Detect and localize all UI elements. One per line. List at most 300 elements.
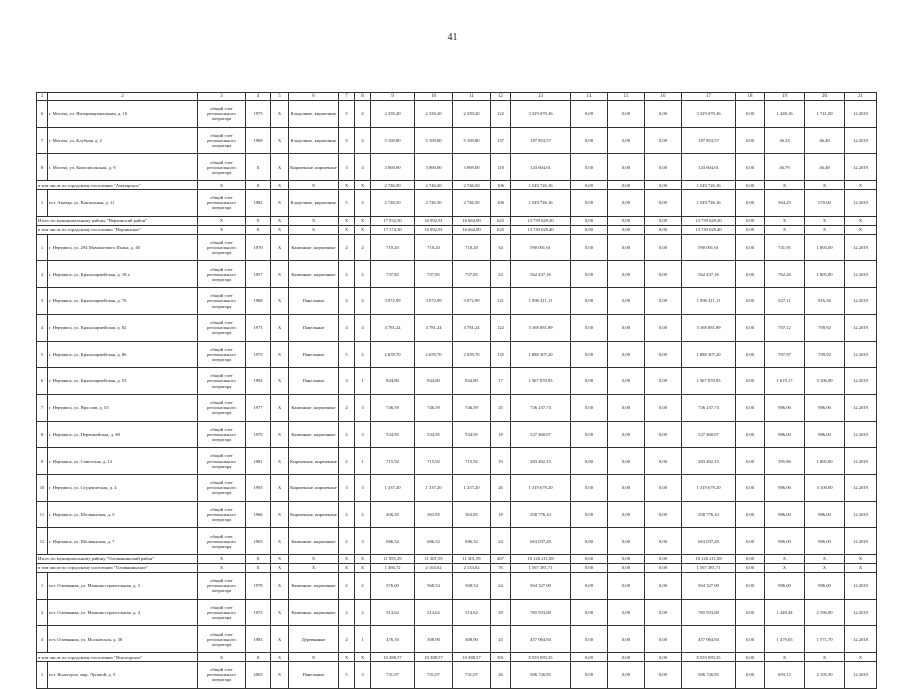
column-number: 1	[37, 93, 48, 101]
table-cell: 0,00	[645, 564, 682, 573]
table-cell: 0,00	[736, 626, 765, 653]
table-cell: 746,59	[371, 394, 415, 421]
table-cell: 3	[355, 394, 371, 421]
table-cell: 0,00	[645, 653, 682, 662]
table-cell: 762,26	[765, 261, 805, 288]
table-cell: 506 726,85	[511, 662, 571, 689]
table-cell: 737,85	[453, 261, 491, 288]
column-number: 10	[415, 93, 453, 101]
table-cell: 2	[339, 501, 355, 528]
table-row	[37, 261, 877, 288]
table-cell: Х	[765, 181, 805, 190]
table-cell: 986,00	[805, 573, 845, 600]
table-cell: 3 168 081,89	[511, 314, 571, 341]
table-cell: 534,95	[453, 421, 491, 448]
table-cell: 12.2019	[845, 573, 877, 600]
table-cell: 4	[339, 288, 355, 315]
subtotal-row	[37, 181, 877, 190]
address-cell: пгт. Оловянная, ул. Московская, д. 38	[48, 626, 198, 653]
table-row	[37, 341, 877, 368]
table-cell: Х	[845, 216, 877, 225]
address-cell: г. Могоча, ул. Комсомольская, д. 9	[48, 154, 198, 181]
table-cell: 1963	[246, 528, 271, 555]
table-cell: 5	[339, 341, 355, 368]
table-cell: Х	[805, 653, 845, 662]
table-cell: Х	[198, 555, 246, 564]
table-cell: 0,00	[736, 154, 765, 181]
table-cell: Х	[271, 626, 289, 653]
table-cell: общий счет регионального оператора	[198, 421, 246, 448]
table-cell: 986,00	[805, 528, 845, 555]
address-cell: г. Нерчинск, ул. Первомайская, д. 80	[48, 421, 198, 448]
table-cell: Х	[339, 216, 355, 225]
table-cell: 1992	[246, 368, 271, 395]
table-cell: 11	[37, 501, 48, 528]
table-cell: 765 933,69	[682, 599, 736, 626]
table-cell: 715,92	[371, 448, 415, 475]
table-cell: Х	[289, 181, 339, 190]
table-cell: 24	[491, 261, 511, 288]
table-cell: 986,00	[805, 421, 845, 448]
table-cell: 590 001,61	[682, 234, 736, 261]
table-cell: Х	[339, 555, 355, 564]
table-cell: 1 567 381,71	[682, 564, 736, 573]
table-cell: 2 196,00	[805, 599, 845, 626]
table-row	[37, 314, 877, 341]
table-cell: 1	[37, 662, 48, 689]
table-cell: 0,00	[645, 127, 682, 154]
address-cell: г. Нерчинск, ул. Ярослав, д. 53	[48, 394, 198, 421]
column-number: 19	[765, 93, 805, 101]
table-cell: 627,11	[765, 288, 805, 315]
table-cell: Панельные	[289, 314, 339, 341]
table-cell: 457 064,94	[511, 626, 571, 653]
table-cell: Х	[765, 555, 805, 564]
table-cell: Х	[271, 564, 289, 573]
table-cell: 12.2019	[845, 190, 877, 217]
table-cell: Х	[271, 101, 289, 128]
table-cell: 1982	[246, 190, 271, 217]
table-cell: 709,92	[805, 341, 845, 368]
table-row	[37, 501, 877, 528]
table-cell: Х	[246, 154, 271, 181]
subtotal-label: в том числе по городскому поселению "Оловяннинское"	[37, 564, 198, 573]
table-cell: 3 069,00	[453, 154, 491, 181]
table-row	[37, 599, 877, 626]
table-cell: Х	[805, 181, 845, 190]
table-cell: общий счет регионального оператора	[198, 154, 246, 181]
table-cell: 2 339,20	[453, 101, 491, 128]
table-cell: 10	[37, 474, 48, 501]
table-cell: 1 549 726,16	[682, 190, 736, 217]
table-cell: Каменные, кирпичные	[289, 573, 339, 600]
table-cell: Х	[845, 555, 877, 564]
table-cell: 0,00	[571, 573, 608, 600]
table-cell: Х	[289, 564, 339, 573]
table-cell: 391	[491, 653, 511, 662]
table-cell: 308,90	[415, 626, 453, 653]
table-cell: 746,59	[453, 394, 491, 421]
table-cell: 0,00	[571, 181, 608, 190]
subtotal-row	[37, 225, 877, 234]
table-cell: 25	[491, 394, 511, 421]
table-cell: 0,00	[571, 216, 608, 225]
table-cell: 18	[491, 501, 511, 528]
table-cell: Х	[355, 564, 371, 573]
table-cell: 10 126 211,08	[682, 555, 736, 564]
table-cell: 11 301,59	[453, 555, 491, 564]
table-cell: 0,00	[608, 662, 645, 689]
table-cell: 986,00	[765, 394, 805, 421]
table-cell: 17 174,30	[371, 225, 415, 234]
table-cell: Панельные	[289, 662, 339, 689]
table-cell: 0,00	[571, 341, 608, 368]
column-number: 7	[339, 93, 355, 101]
table-cell: Х	[271, 421, 289, 448]
table-cell: Кирпичные, кирпичные	[289, 154, 339, 181]
table-cell: 3	[339, 474, 355, 501]
address-cell: пгт. Оловянная, ул. Машиностроительная, д. 4	[48, 599, 198, 626]
table-cell: 0,00	[608, 653, 645, 662]
table-cell: 0,00	[608, 154, 645, 181]
table-cell: 0,00	[608, 626, 645, 653]
table-cell: 1 549 726,16	[511, 181, 571, 190]
table-cell: 0,00	[608, 288, 645, 315]
table-cell: Х	[355, 225, 371, 234]
table-cell: 3 106,00	[805, 368, 845, 395]
table-cell: 0,00	[736, 573, 765, 600]
table-cell: Х	[271, 127, 289, 154]
table-cell: 8	[37, 421, 48, 448]
subtotal-label: Итого по муниципальному району "Оловяннинский район"	[37, 555, 198, 564]
table-cell: 3	[355, 528, 371, 555]
table-cell: общий счет регионального оператора	[198, 474, 246, 501]
table-cell: 0,00	[571, 662, 608, 689]
table-cell: 2 659,70	[371, 341, 415, 368]
table-cell: общий счет регионального оператора	[198, 501, 246, 528]
address-cell: г. Нерчинск, ул. 294 Мамонтового Полка, д. 40	[48, 234, 198, 261]
table-cell: 5	[339, 190, 355, 217]
table-cell: 590 001,61	[511, 234, 571, 261]
table-cell: общий счет регионального оператора	[198, 626, 246, 653]
table-cell: 686,32	[371, 528, 415, 555]
table-cell: 1 337,20	[371, 474, 415, 501]
table-cell: 0,00	[571, 599, 608, 626]
table-cell: 7	[37, 127, 48, 154]
table-row	[37, 662, 877, 689]
table-cell: 358 776,10	[511, 501, 571, 528]
table-cell: Х	[271, 225, 289, 234]
table-row	[37, 528, 877, 555]
table-row	[37, 394, 877, 421]
table-cell: 0,00	[571, 234, 608, 261]
table-cell: 0,00	[571, 528, 608, 555]
table-cell: 3	[339, 154, 355, 181]
subtotal-row	[37, 653, 877, 662]
table-cell: Х	[271, 528, 289, 555]
table-cell: 0,00	[645, 225, 682, 234]
table-cell: Х	[271, 341, 289, 368]
address-cell: г. Нерчинск, ул. Шелкинская, д. 5	[48, 501, 198, 528]
table-cell: 0,00	[608, 234, 645, 261]
table-cell: 1973	[246, 314, 271, 341]
table-cell: 2 746,50	[371, 190, 415, 217]
table-cell: 0,00	[608, 225, 645, 234]
table-cell: 12.2019	[845, 288, 877, 315]
table-cell: Х	[805, 216, 845, 225]
table-cell: 1 567 381,71	[511, 564, 571, 573]
table-cell: 1	[355, 368, 371, 395]
table-cell: Х	[289, 216, 339, 225]
table-cell: 2 659,70	[415, 341, 453, 368]
table-cell: Х	[355, 555, 371, 564]
table-body	[37, 93, 877, 689]
table-cell: Х	[805, 564, 845, 573]
table-cell: 10 126 211,08	[511, 555, 571, 564]
table-cell: 3 329 070,16	[511, 101, 571, 128]
table-cell: Х	[198, 216, 246, 225]
table-cell: 0,00	[645, 234, 682, 261]
table-cell: 8	[37, 154, 48, 181]
table-cell: 5	[339, 662, 355, 689]
address-cell: г. Нерчинск, ул. Красноармейская, д. 53	[48, 368, 198, 395]
table-cell: 308,90	[453, 626, 491, 653]
table-cell: 0,00	[645, 501, 682, 528]
table-cell: 8 559 095,35	[682, 653, 736, 662]
table-cell: 731,07	[453, 662, 491, 689]
table-cell: 916,36	[805, 288, 845, 315]
table-cell: Х	[339, 225, 355, 234]
table-cell: 0,00	[645, 474, 682, 501]
table-cell: 1 367 870,95	[682, 368, 736, 395]
table-cell: 0,00	[571, 555, 608, 564]
table-cell: 0,00	[736, 528, 765, 555]
table-cell: 26	[491, 474, 511, 501]
table-cell: 19	[491, 448, 511, 475]
table-cell: 4	[355, 101, 371, 128]
table-cell: 2 105,50	[805, 662, 845, 689]
table-cell: 17 932,50	[371, 216, 415, 225]
table-cell: 2003	[246, 662, 271, 689]
table-cell: Деревянные	[289, 626, 339, 653]
column-number: 13	[511, 93, 571, 101]
table-cell: 46,79	[765, 154, 805, 181]
table-cell: 12.2019	[845, 599, 877, 626]
table-row	[37, 368, 877, 395]
address-cell: г. Нерчинск, ул. Шелкинская, д. 7	[48, 528, 198, 555]
table-cell: 710,20	[453, 234, 491, 261]
table-cell: 5	[37, 341, 48, 368]
table-cell: 534,95	[415, 421, 453, 448]
table-cell: 1 996 411,11	[682, 288, 736, 315]
column-number: 9	[371, 93, 415, 101]
table-cell: 2	[355, 261, 371, 288]
subtotal-label: в том числе по городскому поселению "Амазарское"	[37, 181, 198, 190]
table-cell: 4 781,24	[453, 314, 491, 341]
table-cell: 2	[339, 234, 355, 261]
table-cell: 1977	[246, 394, 271, 421]
table-cell: 12.2018	[845, 626, 877, 653]
table-cell: 3	[355, 474, 371, 501]
table-cell: 1983	[246, 626, 271, 653]
table-cell: 0,00	[645, 573, 682, 600]
table-cell: 2 163,62	[415, 564, 453, 573]
table-cell: 527 460,07	[682, 421, 736, 448]
table-cell: Х	[271, 154, 289, 181]
table-cell: 0,00	[645, 216, 682, 225]
table-cell: 0,00	[571, 564, 608, 573]
table-cell: 1 888 307,20	[682, 341, 736, 368]
table-cell: 0,00	[571, 127, 608, 154]
table-cell: 564 327,00	[682, 573, 736, 600]
address-cell: пгт. Оловянная, ул. Машиностроительная, д. 3	[48, 573, 198, 600]
table-cell: 0,00	[736, 564, 765, 573]
table-cell: 4	[355, 190, 371, 217]
table-cell: 3	[339, 368, 355, 395]
table-cell: Кладочные, кирпичные	[289, 127, 339, 154]
table-cell: 0,00	[645, 555, 682, 564]
table-cell: 3 072,99	[371, 288, 415, 315]
table-cell: 5 169,80	[371, 127, 415, 154]
address-cell: г. Нерчинск, ул. Красноармейская, д. 76	[48, 288, 198, 315]
table-cell: Панельные	[289, 341, 339, 368]
table-cell: Х	[765, 216, 805, 225]
table-cell: Кладочные, кирпичные	[289, 190, 339, 217]
table-cell: 0,00	[736, 288, 765, 315]
table-cell: 106	[491, 190, 511, 217]
table-cell: Х	[289, 653, 339, 662]
table-cell: общий счет регионального оператора	[198, 101, 246, 128]
table-cell: 2 746,50	[453, 181, 491, 190]
table-cell: 0,00	[608, 421, 645, 448]
table-cell: общий счет регионального оператора	[198, 314, 246, 341]
table-cell: 0,00	[571, 653, 608, 662]
table-cell: общий счет регионального оператора	[198, 573, 246, 600]
column-number: 20	[805, 93, 845, 101]
table-cell: 2 339,20	[371, 101, 415, 128]
table-cell: 3 100,00	[805, 474, 845, 501]
table-cell: Х	[271, 181, 289, 190]
table-cell: 693,15	[765, 662, 805, 689]
address-cell: г. Нерчинск, ул. Красноармейская, д. 86	[48, 341, 198, 368]
table-cell: 0,00	[645, 662, 682, 689]
table-cell: 844,80	[453, 368, 491, 395]
table-cell: 12.2019	[845, 341, 877, 368]
table-cell: 0,00	[736, 341, 765, 368]
table-cell: 686,32	[453, 528, 491, 555]
table-cell: 2	[339, 448, 355, 475]
table-cell: 3 072,99	[415, 288, 453, 315]
table-cell: 0,00	[608, 599, 645, 626]
table-cell: 135	[491, 341, 511, 368]
table-cell: 0,00	[571, 101, 608, 128]
table-cell: 0,00	[571, 394, 608, 421]
table-cell: Х	[271, 288, 289, 315]
table-cell: 0,00	[645, 288, 682, 315]
table-cell: 3	[355, 421, 371, 448]
table-row	[37, 448, 877, 475]
table-cell: 1	[37, 234, 48, 261]
table-cell: общий счет регионального оператора	[198, 341, 246, 368]
table-cell: 0,00	[736, 662, 765, 689]
table-cell: 570,00	[805, 190, 845, 217]
table-cell: 986,00	[765, 474, 805, 501]
table-cell: 0,00	[736, 501, 765, 528]
table-cell: Кладочные, кирпичные	[289, 101, 339, 128]
table-cell: Х	[271, 368, 289, 395]
table-cell: 143 604,61	[682, 154, 736, 181]
table-cell: 283 492,15	[511, 448, 571, 475]
table-cell: 0,00	[608, 314, 645, 341]
table-cell: 10 388,57	[453, 653, 491, 662]
table-cell: Х	[246, 653, 271, 662]
table-cell: 1 337,20	[453, 474, 491, 501]
table-cell: 2	[339, 261, 355, 288]
table-cell: 12.2019	[845, 154, 877, 181]
table-cell: 6	[37, 368, 48, 395]
table-cell: 4 781,24	[415, 314, 453, 341]
table-cell: 6	[37, 101, 48, 128]
table-cell: 0,00	[645, 261, 682, 288]
table-cell: 5 169,80	[453, 127, 491, 154]
address-cell: пгт. Амазар, ул. Вокзальная, д. 11	[48, 190, 198, 217]
table-cell: 12	[37, 528, 48, 555]
table-cell: 0,00	[571, 225, 608, 234]
table-cell: 3 072,99	[453, 288, 491, 315]
table-cell: 1 549 726,16	[511, 190, 571, 217]
table-cell: Х	[339, 564, 355, 573]
table-cell: 1 549 726,16	[682, 181, 736, 190]
table-cell: Х	[246, 555, 271, 564]
table-cell: 0,00	[571, 474, 608, 501]
table-cell: 0,00	[571, 501, 608, 528]
table-cell: 1957	[246, 261, 271, 288]
table-cell: 358 776,10	[682, 501, 736, 528]
table-cell: общий счет регионального оператора	[198, 127, 246, 154]
table-cell: 986,00	[805, 501, 845, 528]
table-cell: 5	[339, 101, 355, 128]
table-cell: 187 853,57	[682, 127, 736, 154]
table-cell: Х	[765, 225, 805, 234]
table-cell: 3 069,00	[415, 154, 453, 181]
table-cell: 1978	[246, 573, 271, 600]
table-cell: 12.2019	[845, 448, 877, 475]
table-cell: Каменные, кирпичные	[289, 394, 339, 421]
table-cell: 0,00	[736, 368, 765, 395]
table-cell: 0,00	[645, 528, 682, 555]
table-cell: 457 064,94	[682, 626, 736, 653]
table-cell: Х	[845, 225, 877, 234]
table-cell: Х	[289, 225, 339, 234]
table-cell: 1	[355, 626, 371, 653]
column-number: 5	[271, 93, 289, 101]
table-cell: 1968	[246, 288, 271, 315]
table-cell: Х	[271, 599, 289, 626]
address-cell: г. Нерчинск, ул. Студенческая, д. 4	[48, 474, 198, 501]
column-number: 12	[491, 93, 511, 101]
table-cell: 17	[491, 368, 511, 395]
table-cell: 3	[37, 288, 48, 315]
table-cell: Х	[355, 653, 371, 662]
table-cell: 986,00	[765, 421, 805, 448]
table-cell: 23	[491, 626, 511, 653]
table-cell: 0,00	[736, 555, 765, 564]
table-cell: 844,80	[415, 368, 453, 395]
table-cell: 0,00	[736, 314, 765, 341]
table-row	[37, 421, 877, 448]
table-cell: 1970	[246, 234, 271, 261]
table-cell: Х	[271, 261, 289, 288]
